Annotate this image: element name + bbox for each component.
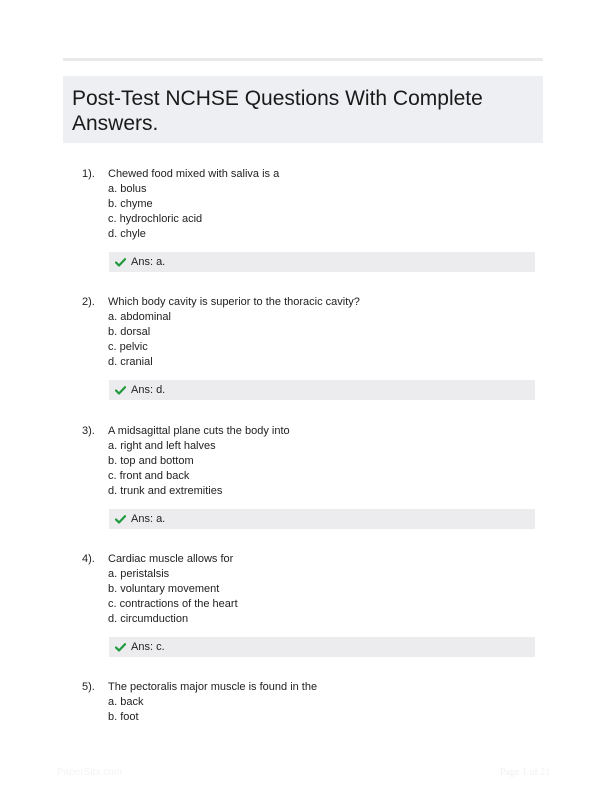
option-item: d. trunk and extremities [108, 485, 223, 497]
answer-text: Ans: d. [131, 383, 166, 396]
page-title: Post-Test NCHSE Questions With Complete Answers. [72, 87, 483, 135]
option-item: a. abdominal [108, 311, 171, 323]
option-item: a. peristalsis [108, 568, 170, 580]
answer-text: Ans: a. [131, 255, 166, 268]
option-item: b. voluntary movement [108, 583, 220, 595]
option-item: a. bolus [108, 183, 147, 195]
question-number: 1). [82, 168, 95, 180]
option-item: c. hydrochloric acid [108, 213, 203, 225]
check-icon [115, 643, 126, 652]
option-item: b. chyme [108, 198, 153, 210]
option-item: c. front and back [108, 470, 190, 482]
answer-text: Ans: a. [131, 512, 166, 525]
question-text: Which body cavity is superior to the thoracic cavity? [108, 296, 360, 308]
option-list [108, 182, 202, 242]
question-text: Cardiac muscle allows for [108, 553, 234, 565]
answer-box [109, 380, 535, 400]
option-item: c. pelvic [108, 341, 148, 353]
option-list [108, 695, 143, 725]
answer-box [109, 252, 535, 272]
question-number: 3). [82, 425, 95, 437]
answer-text: Ans: c. [131, 640, 165, 653]
title-banner [63, 76, 543, 143]
option-item: b. dorsal [108, 326, 151, 338]
option-list [108, 567, 238, 627]
option-list [108, 310, 171, 370]
option-item: d. circumduction [108, 613, 189, 625]
answer-box [109, 637, 535, 657]
check-icon [115, 386, 126, 395]
page-number: Page 1 of 21 [500, 767, 551, 778]
option-item: c. contractions of the heart [108, 598, 238, 610]
option-list [108, 439, 222, 499]
question-text: Chewed food mixed with saliva is a [108, 168, 280, 180]
option-item: a. right and left halves [108, 440, 216, 452]
option-item: b. foot [108, 711, 139, 723]
question-text: A midsagittal plane cuts the body into [108, 425, 290, 437]
top-divider [63, 58, 543, 61]
question-number: 2). [82, 296, 95, 308]
question-text: The pectoralis major muscle is found in the [108, 681, 318, 693]
option-item: d. cranial [108, 356, 153, 368]
check-icon [115, 515, 126, 524]
question-number: 5). [82, 681, 95, 693]
footer-watermark: PaperSibi.com [57, 767, 123, 778]
check-icon [115, 258, 126, 267]
answer-box [109, 509, 535, 529]
question-number: 4). [82, 553, 95, 565]
option-item: a. back [108, 696, 144, 708]
option-item: d. chyle [108, 228, 146, 240]
option-item: b. top and bottom [108, 455, 194, 467]
